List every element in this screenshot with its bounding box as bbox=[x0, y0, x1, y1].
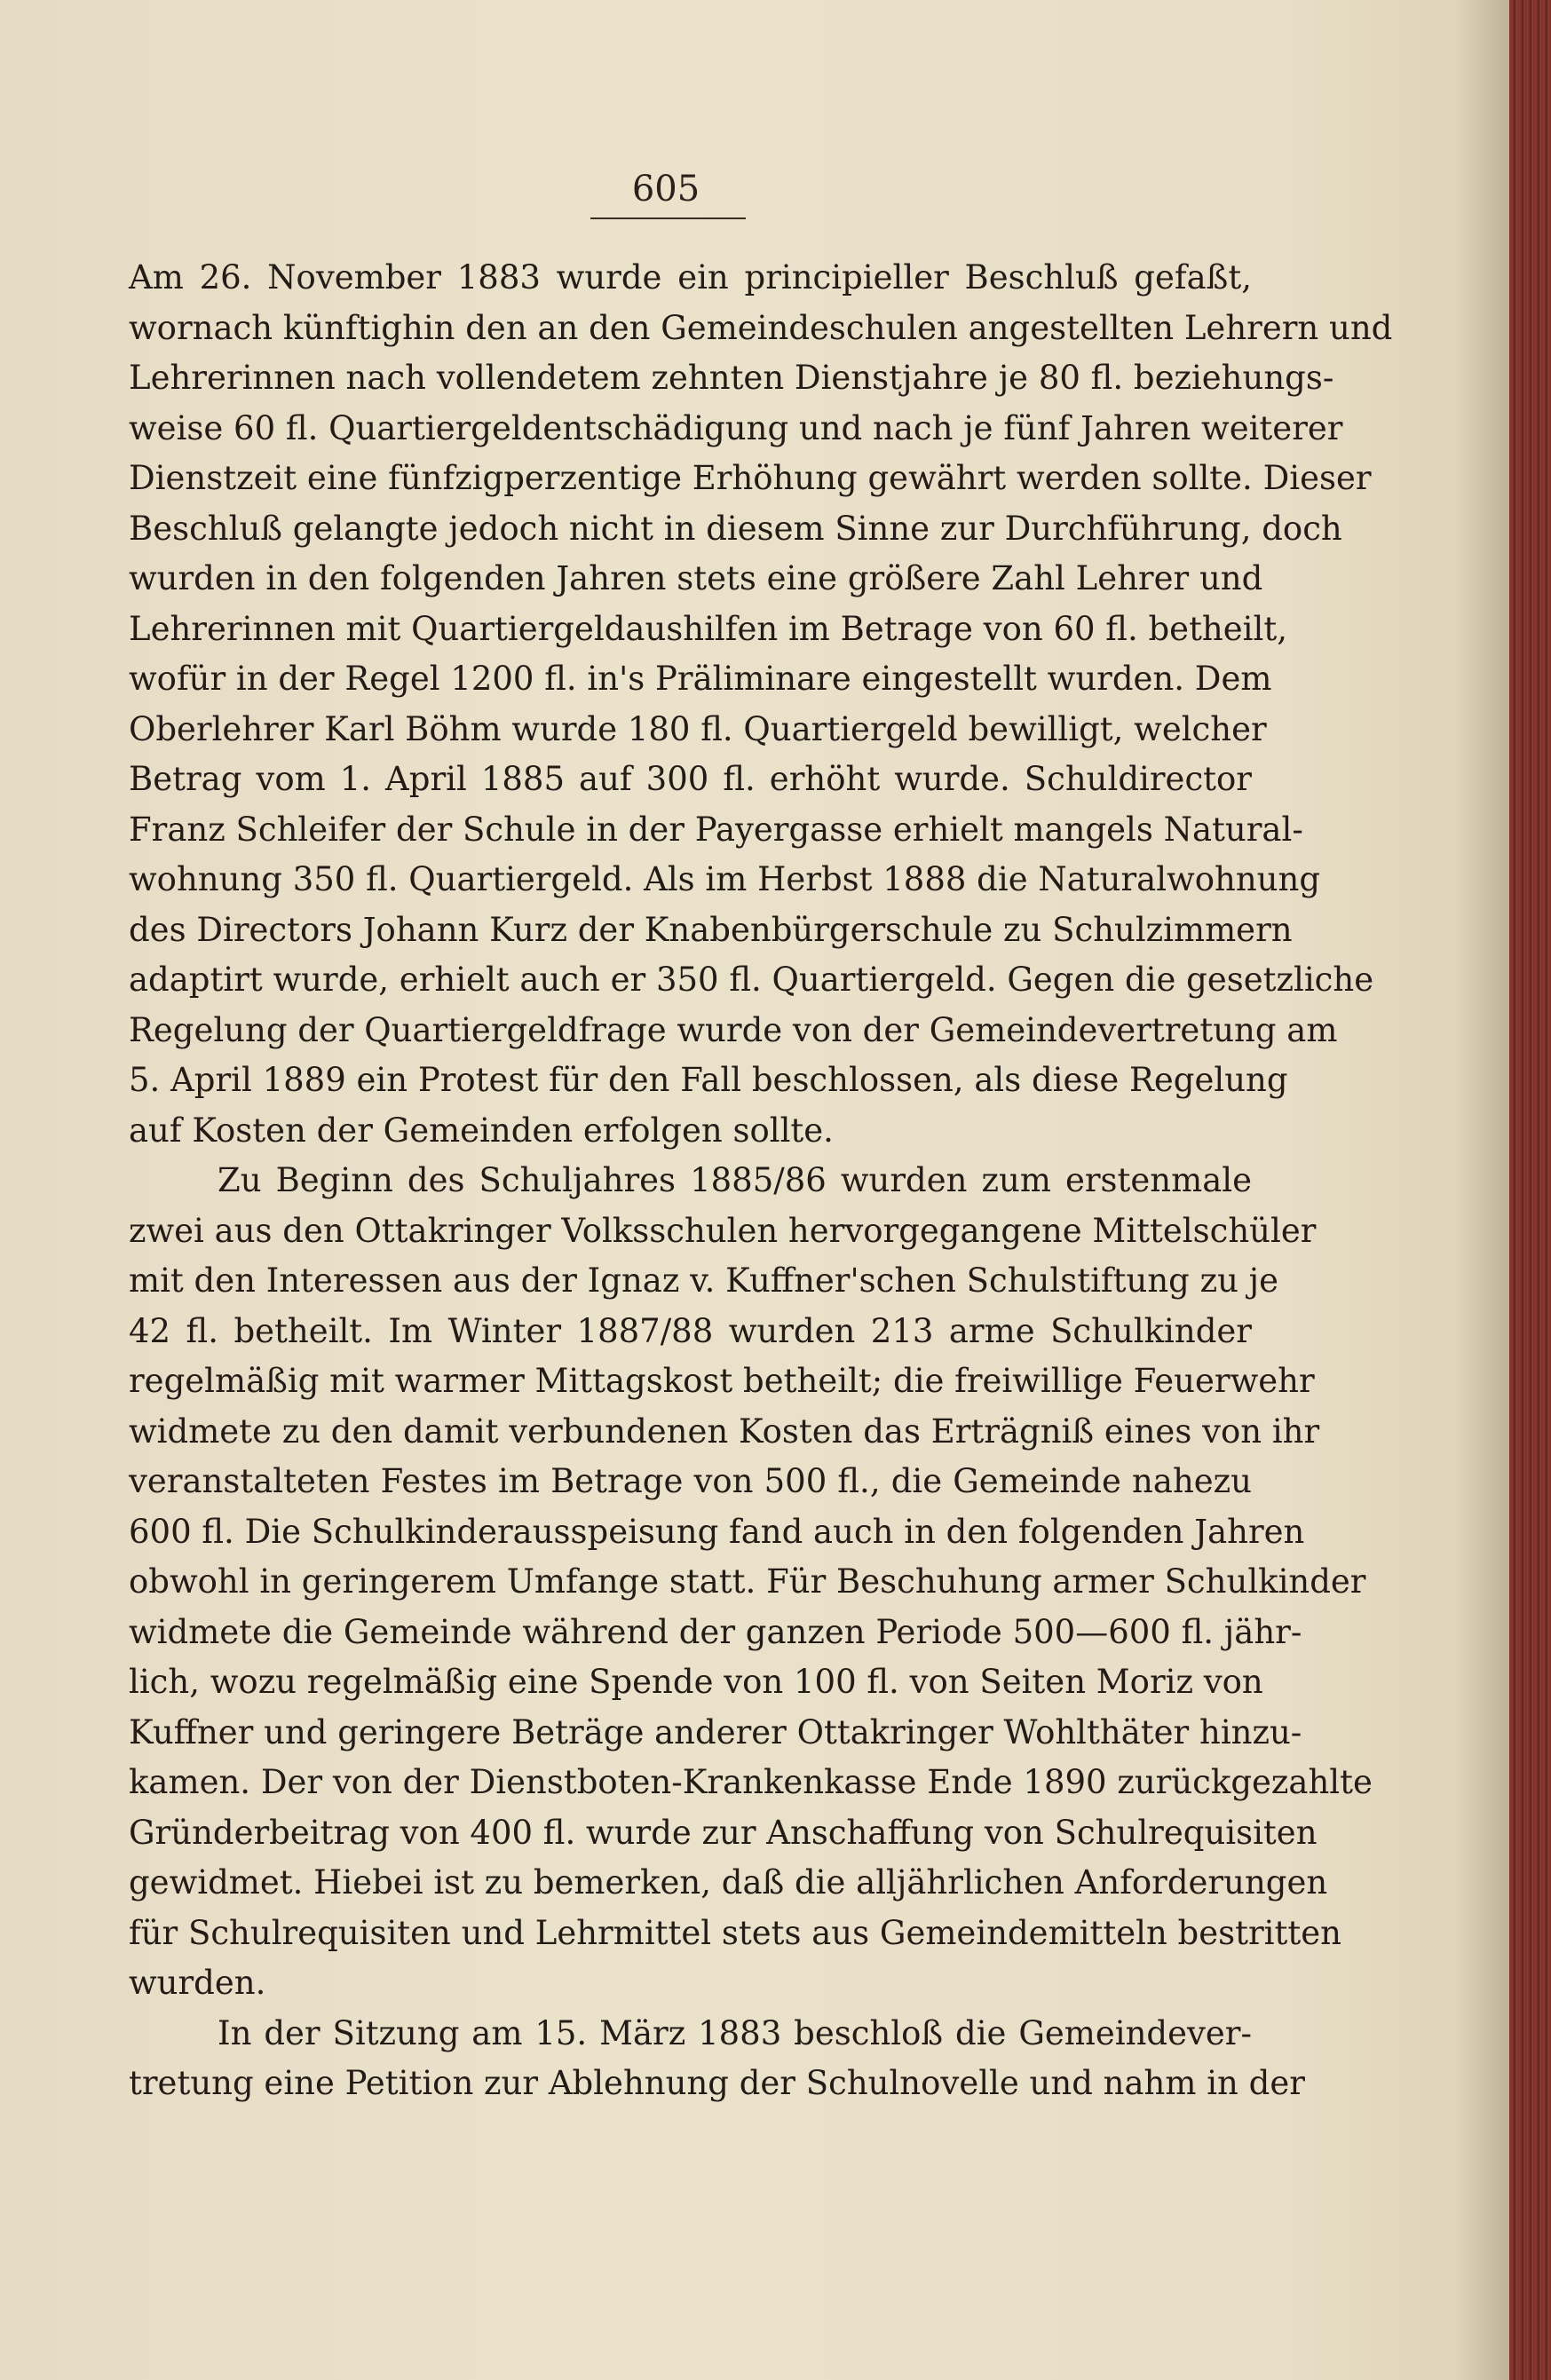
text-line: widmete zu den damit verbundenen Kosten das Erträgniß eines von ihr bbox=[129, 1411, 1320, 1451]
text-line: Kuffner und geringere Beträge anderer Ottakringer Wohlthäter hinzu- bbox=[129, 1712, 1302, 1751]
text-line: Lehrerinnen nach vollendetem zehnten Dienstjahre je 80 fl. beziehungs- bbox=[129, 359, 1334, 397]
text-line: 5. April 1889 ein Protest für den Fall beschlossen, als diese Regelung bbox=[129, 1061, 1288, 1099]
text-line: 42 fl. betheilt. Im Winter 1887/88 wurden 213 arme Schulkinder bbox=[129, 1311, 1252, 1350]
text-line: weise 60 fl. Quartiergeldentschädigung und nach je fünf Jahren weiterer bbox=[129, 408, 1343, 447]
page-number: 605 bbox=[631, 169, 700, 210]
page-number-rule bbox=[590, 217, 746, 219]
text-line: gewidmet. Hiebei ist zu bemerken, daß die alljährlichen Anforderungen bbox=[129, 1863, 1328, 1902]
text-line: für Schulrequisiten und Lehrmittel stets aus Gemeindemitteln bestritten bbox=[129, 1913, 1341, 1952]
text-line: Zu Beginn des Schuljahres 1885/86 wurden zum erstenmale bbox=[218, 1161, 1252, 1199]
text-line: obwohl in geringerem Umfange statt. Für Beschuhung armer Schulkinder bbox=[129, 1562, 1366, 1601]
text-line: Betrag vom 1. April 1885 auf 300 fl. erhöht wurde. Schuldirector bbox=[129, 760, 1252, 798]
text-line: Dienstzeit eine fünfzigperzentige Erhöhung gewährt werden sollte. Dieser bbox=[129, 459, 1372, 497]
text-line: wornach künftighin den an den Gemeindeschulen angestellten Lehrern und bbox=[129, 308, 1393, 347]
text-line: zwei aus den Ottakringer Volksschulen hervorgegangene Mittelschüler bbox=[129, 1211, 1317, 1250]
text-line: wurden. bbox=[129, 1964, 266, 2002]
text-line: wohnung 350 fl. Quartiergeld. Als im Herbst 1888 die Naturalwohnung bbox=[129, 860, 1321, 898]
text-line: wurden in den folgenden Jahren stets eine größere Zahl Lehrer und bbox=[129, 559, 1263, 597]
paragraph bbox=[129, 2009, 1305, 2109]
page-gutter-shadow bbox=[1456, 0, 1509, 2380]
text-line: auf Kosten der Gemeinden erfolgen sollte. bbox=[129, 1111, 834, 1150]
text-line: adaptirt wurde, erhielt auch er 350 fl. Quartiergeld. Gegen die gesetzliche bbox=[129, 961, 1374, 999]
text-line: mit den Interessen aus der Ignaz v. Kuffner'schen Schulstiftung zu je bbox=[129, 1261, 1279, 1300]
text-line: Oberlehrer Karl Böhm wurde 180 fl. Quartiergeld bewilligt, welcher bbox=[129, 709, 1267, 748]
text-line: veranstalteten Festes im Betrage von 500 fl., die Gemeinde nahezu bbox=[129, 1462, 1252, 1500]
text-line: regelmäßig mit warmer Mittagskost betheilt; die freiwillige Feuerwehr bbox=[129, 1362, 1315, 1400]
paragraph bbox=[129, 1156, 1373, 2009]
text-line: Beschluß gelangte jedoch nicht in diesem Sinne zur Durchführung, doch bbox=[129, 509, 1342, 548]
text-line: wofür in der Regel 1200 fl. in's Präliminare eingestellt wurden. Dem bbox=[129, 660, 1272, 698]
text-line: Am 26. November 1883 wurde ein principieller Beschluß gefaßt, bbox=[129, 258, 1252, 297]
text-line: widmete die Gemeinde während der ganzen Periode 500—600 fl. jähr- bbox=[129, 1612, 1302, 1651]
text-line: tretung eine Petition zur Ablehnung der Schulnovelle und nahm in der bbox=[129, 2064, 1305, 2102]
book-page-edges bbox=[1509, 0, 1551, 2380]
text-line: In der Sitzung am 15. März 1883 beschloß die Gemeindever- bbox=[218, 2013, 1252, 2052]
text-line: lich, wozu regelmäßig eine Spende von 100 fl. von Seiten Moriz von bbox=[129, 1663, 1263, 1701]
text-line: Gründerbeitrag von 400 fl. wurde zur Anschaffung von Schulrequisiten bbox=[129, 1813, 1318, 1852]
text-line: des Directors Johann Kurz der Knabenbürgerschule zu Schulzimmern bbox=[129, 910, 1293, 949]
text-line: 600 fl. Die Schulkinderausspeisung fand auch in den folgenden Jahren bbox=[129, 1512, 1305, 1551]
text-line: Lehrerinnen mit Quartiergeldaushilfen im Betrage von 60 fl. betheilt, bbox=[129, 609, 1287, 648]
paragraph bbox=[129, 253, 1393, 1156]
body-text bbox=[129, 253, 1393, 2109]
text-line: Franz Schleifer der Schule in der Payergasse erhielt mangels Natural- bbox=[129, 810, 1303, 849]
text-line: Regelung der Quartiergeldfrage wurde von der Gemeindevertretung am bbox=[129, 1010, 1338, 1049]
text-line: kamen. Der von der Dienstboten-Krankenkasse Ende 1890 zurückgezahlte bbox=[129, 1763, 1373, 1801]
